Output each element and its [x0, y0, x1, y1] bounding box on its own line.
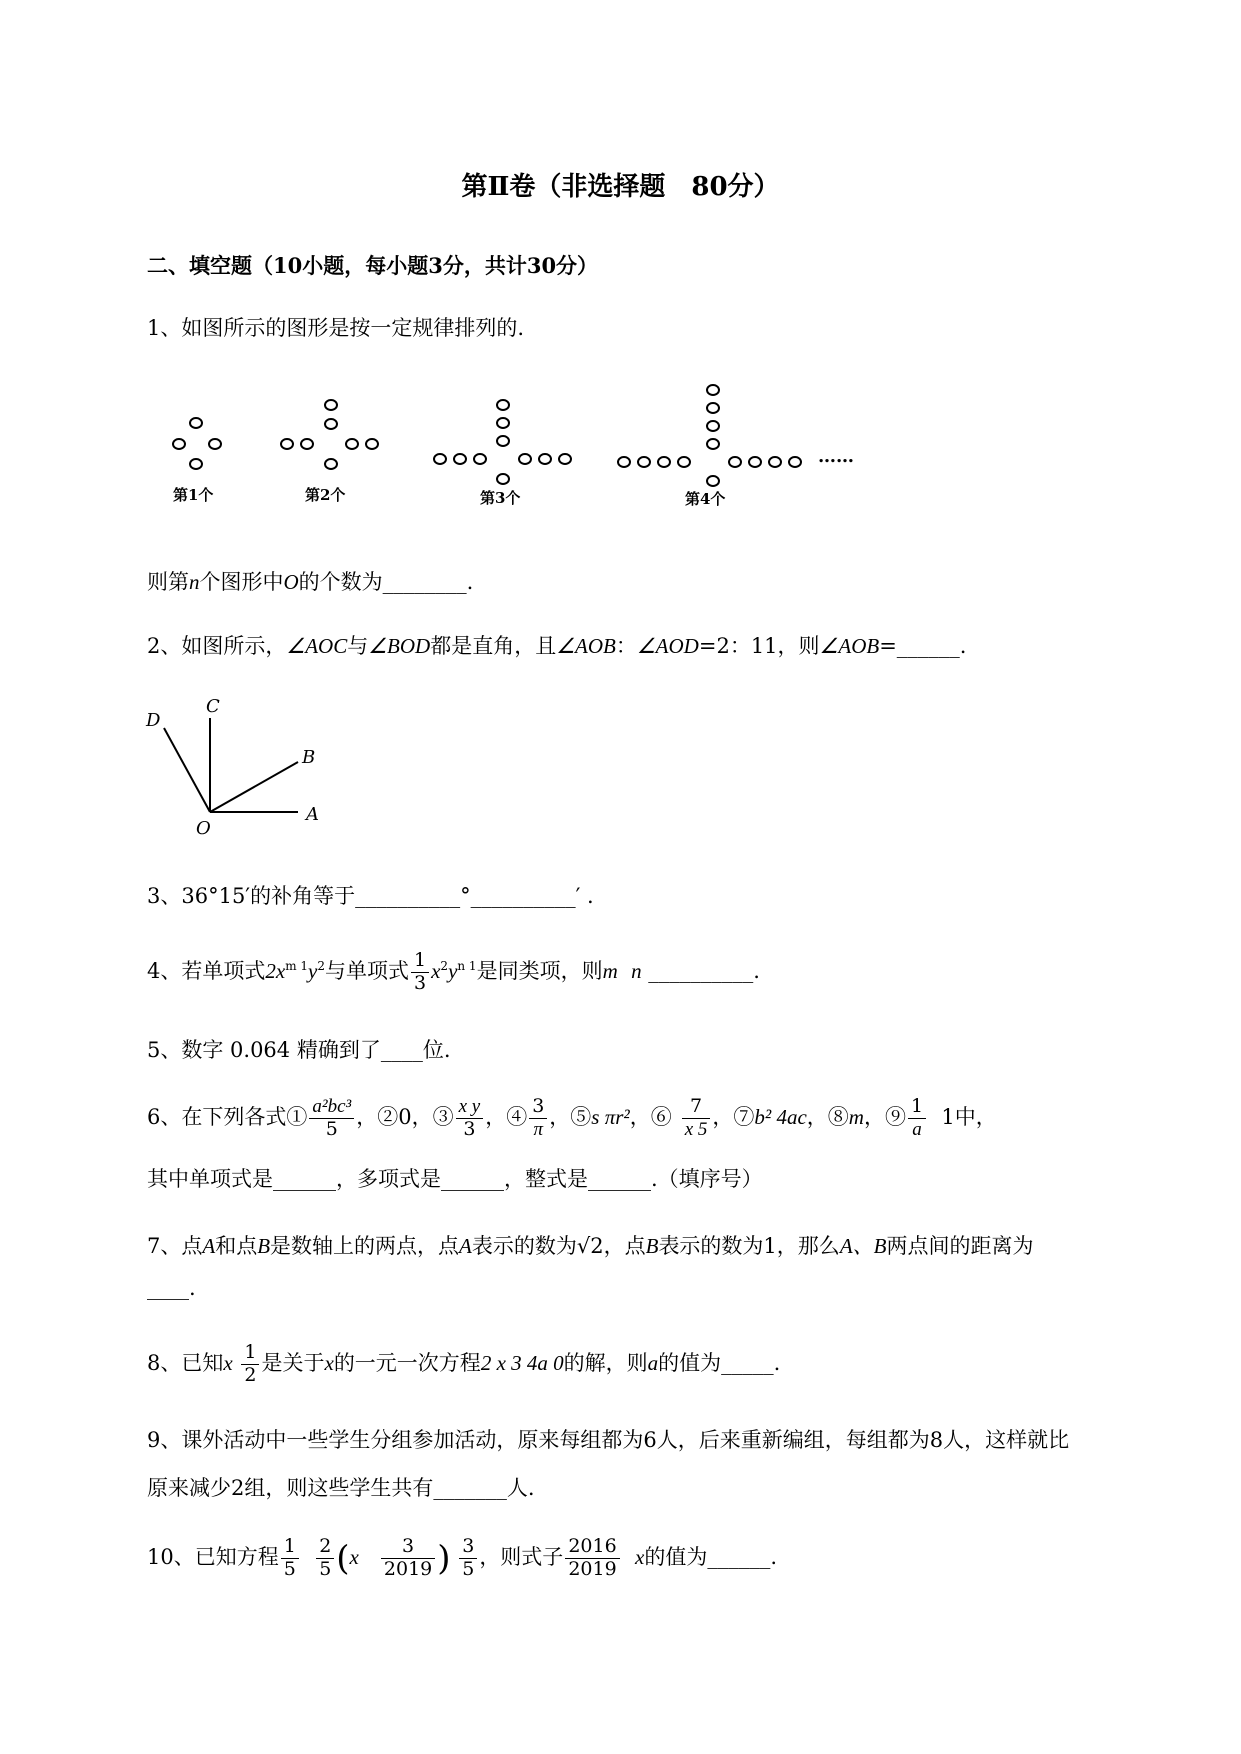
circle-o	[434, 454, 446, 464]
circle-o	[190, 418, 202, 428]
circle-o	[454, 454, 466, 464]
circle-o	[497, 400, 509, 410]
ellipsis: ……	[818, 446, 854, 467]
page-title: 第Ⅱ卷（非选择题 80分）	[461, 172, 780, 202]
question-7-line-2: ____.	[147, 1276, 196, 1300]
circle-o	[707, 385, 719, 395]
label-a: A	[306, 804, 319, 825]
circle-o	[209, 439, 221, 449]
q1-pattern-figure	[150, 378, 900, 518]
circle-o	[474, 454, 486, 464]
circle-o	[618, 457, 630, 467]
circle-o	[707, 403, 719, 413]
label-b: B	[302, 747, 316, 768]
circle-o	[325, 419, 337, 429]
question-8: 8、已知x $\frac{1}{2}$ 是关于x的一元一次方程2 x 3 4a 0的解，则a的值为_____.	[147, 1341, 781, 1386]
circle-o	[539, 454, 551, 464]
circle-o	[173, 439, 185, 449]
circle-o	[325, 400, 337, 410]
figure-label-2: 第2个	[305, 486, 346, 504]
circle-o	[366, 439, 378, 449]
circle-o	[325, 459, 337, 469]
figure-label-4: 第4个	[685, 490, 726, 508]
circle-o	[749, 457, 761, 467]
circle-o	[729, 457, 741, 467]
label-c: C	[206, 696, 220, 717]
circle-o	[190, 459, 202, 469]
question-9-line-2: 原来减少2组，则这些学生共有_______人.	[147, 1476, 535, 1500]
question-7-line-1: 7、点A和点B是数轴上的两点，点A表示的数为√2，点B表示的数为1，那么A、B两点间的距离为	[147, 1234, 1034, 1258]
question-5: 5、数字 0.064 精确到了____位.	[147, 1038, 451, 1062]
circle-o	[497, 436, 509, 446]
circle-o	[707, 476, 719, 486]
label-d: D	[146, 710, 161, 731]
question-4: 4、若单项式$2x^{m 1}y^2$与单项式 $\frac{1}{3}$ $x^2y^{n 1}$是同类项，则m n __________.	[147, 949, 760, 994]
circle-o	[789, 457, 801, 467]
figure-label-1: 第1个	[173, 486, 214, 504]
question-9-line-1: 9、课外活动中一些学生分组参加活动，原来每组都为6人，后来重新编组，每组都为8人，这样就比	[147, 1428, 1070, 1452]
section-heading: 二、填空题（10小题，每小题3分，共计30分）	[147, 253, 599, 278]
circle-o	[497, 418, 509, 428]
circle-o	[559, 454, 571, 464]
circle-o	[519, 454, 531, 464]
circle-o	[707, 439, 719, 449]
question-6-line-2: 其中单项式是______，多项式是______，整式是______.（填序号）	[147, 1167, 763, 1191]
question-2: 2、如图所示，∠AOC与∠BOD都是直角，且∠AOB：∠AOD=2：11，则∠AOB=______.	[147, 634, 967, 658]
circle-o	[301, 439, 313, 449]
question-3: 3、36°15′的补角等于__________°__________′ .	[147, 884, 594, 908]
figure-label-3: 第3个	[480, 489, 521, 507]
question-1-ask: 则第n个图形中O的个数为________.	[147, 570, 474, 594]
circle-o	[281, 439, 293, 449]
question-1-stem: 1、如图所示的图形是按一定规律排列的.	[147, 316, 525, 340]
circle-o	[346, 439, 358, 449]
circle-o	[497, 474, 509, 484]
circle-o	[769, 457, 781, 467]
question-6-line-1: 6、在下列各式① $\frac{\text{a²bc³}}{5}$ ，②0，③ $\frac{\text{x y}}{3}$ ，④ $\frac{3}{\pi}$ ，⑤s πr²，⑥ $\frac{7}{x 5}$ ，⑦b² 4ac，⑧m，⑨ $\frac{1}{a}$ 1中，	[147, 1095, 997, 1140]
question-10: 10、已知方程 $\frac{1}{5}$ $\frac{2}{5}$ (x $\frac{3}{2019}$ ) $\frac{3}{5}$ ，则式子 $\frac{2016}{2019}$ x的值为______.	[147, 1535, 778, 1580]
label-o: O	[196, 818, 211, 839]
circle-o	[638, 457, 650, 467]
q2-angle-figure	[140, 690, 340, 840]
circle-o	[658, 457, 670, 467]
circle-o	[678, 457, 690, 467]
circle-o	[707, 421, 719, 431]
